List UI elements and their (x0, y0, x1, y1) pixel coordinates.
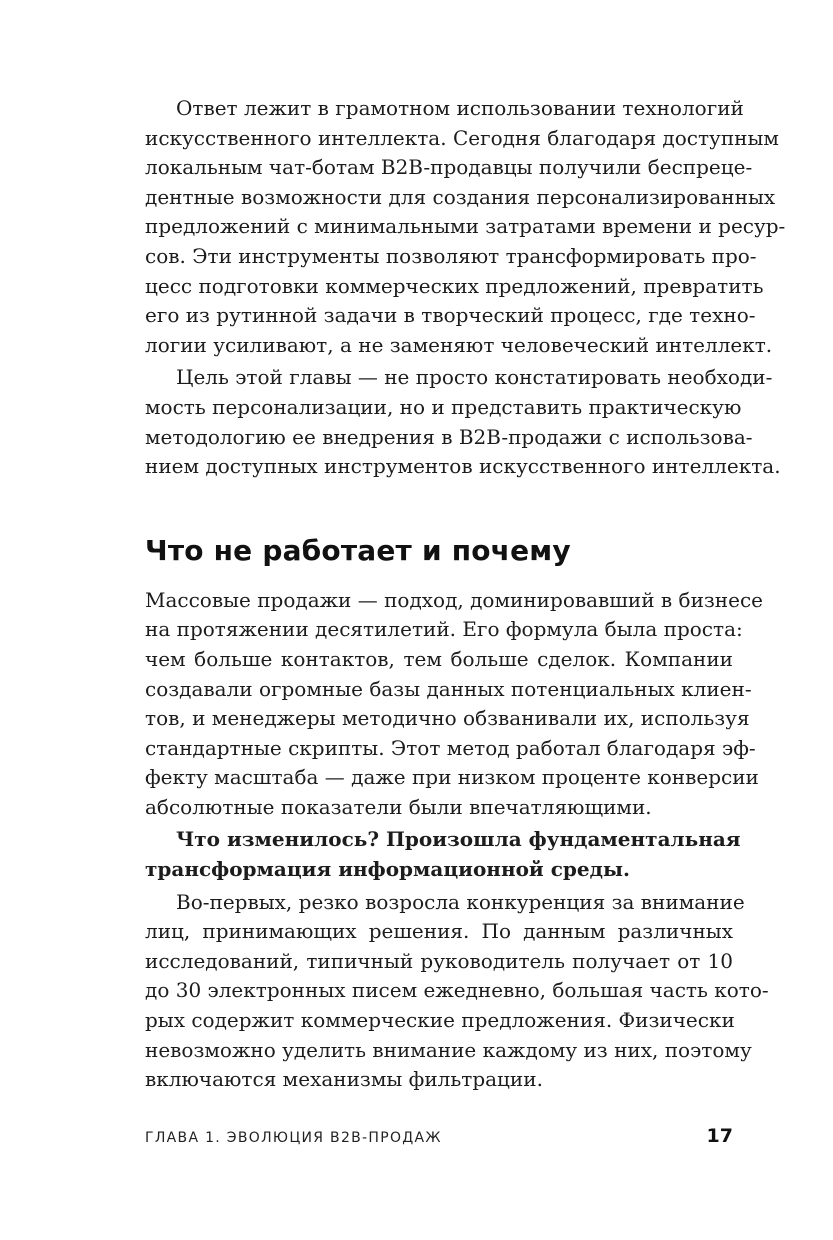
text-line: дентные возможности для создания персонализированных (145, 184, 776, 209)
text-line: Что изменилось? Произошла фундаментальная (176, 827, 741, 852)
text-line: локальным чат-ботам B2B-продавцы получили беспреце- (145, 155, 753, 180)
running-head: ГЛАВА 1. ЭВОЛЮЦИЯ B2B-ПРОДАЖ (145, 1130, 442, 1146)
page-footer (145, 1125, 733, 1147)
intro-paragraph-1 (145, 94, 786, 360)
text-line: на протяжении десятилетий. Его формула была проста: (145, 617, 743, 642)
text-line: мость персонализации, но и представить практическую (145, 394, 742, 419)
text-line: лиц, принимающих решения. По данным различных (145, 919, 733, 944)
text-line: искусственного интеллекта. Сегодня благодаря доступным (145, 125, 779, 150)
text-line: трансформация информационной среды. (145, 857, 630, 882)
text-line: методологию ее внедрения в B2B-продажи с использова- (145, 424, 753, 449)
text-line: цесс подготовки коммерческих предложений, превратить (145, 273, 764, 298)
text-line: его из рутинной задачи в творческий процесс, где техно- (145, 303, 756, 328)
section-heading: Что не работает и почему (145, 533, 571, 567)
text-line: рых содержит коммерческие предложения. Физически (145, 1008, 735, 1033)
text-line: стандартные скрипты. Этот метод работал благодаря эф- (145, 735, 756, 760)
section-paragraph-bold (145, 825, 741, 884)
text-line: включаются механизмы фильтрации. (145, 1067, 543, 1092)
text-line: создавали огромные базы данных потенциальных клиен- (145, 676, 752, 701)
text-line: тов, и менеджеры методично обзванивали их, используя (145, 706, 750, 731)
text-line: до 30 электронных писем ежедневно, большая часть кото- (145, 978, 769, 1003)
text-line: абсолютные показатели были впечатляющими. (145, 794, 652, 819)
text-line: Цель этой главы — не просто констатировать необходи- (176, 365, 773, 390)
intro-paragraph-2 (145, 363, 781, 481)
text-line: сов. Эти инструменты позволяют трансформировать про- (145, 243, 757, 268)
text-line: Ответ лежит в грамотном использовании технологий (176, 96, 744, 120)
text-line: предложений с минимальными затратами времени и ресур- (145, 214, 786, 239)
section-paragraph-1 (145, 586, 764, 823)
text-line: невозможно уделить внимание каждому из них, поэтому (145, 1037, 752, 1062)
section-paragraph-3 (145, 888, 769, 1095)
text-line: исследований, типичный руководитель получает от 10 (145, 948, 733, 973)
text-line: логии усиливают, а не заменяют человеческий интеллект. (145, 332, 773, 357)
text-line: Во-первых, резко возросла конкуренция за внимание (176, 889, 745, 914)
text-line: чем больше контактов, тем больше сделок. Компании (145, 646, 733, 671)
text-line: фекту масштаба — даже при низком проценте конверсии (145, 765, 759, 790)
text-line: нием доступных инструментов искусственного интеллекта. (145, 454, 781, 479)
text-line: Массовые продажи — подход, доминировавший в бизнесе (145, 587, 764, 612)
page-number: 17 (706, 1125, 733, 1147)
page-body (145, 94, 786, 1095)
